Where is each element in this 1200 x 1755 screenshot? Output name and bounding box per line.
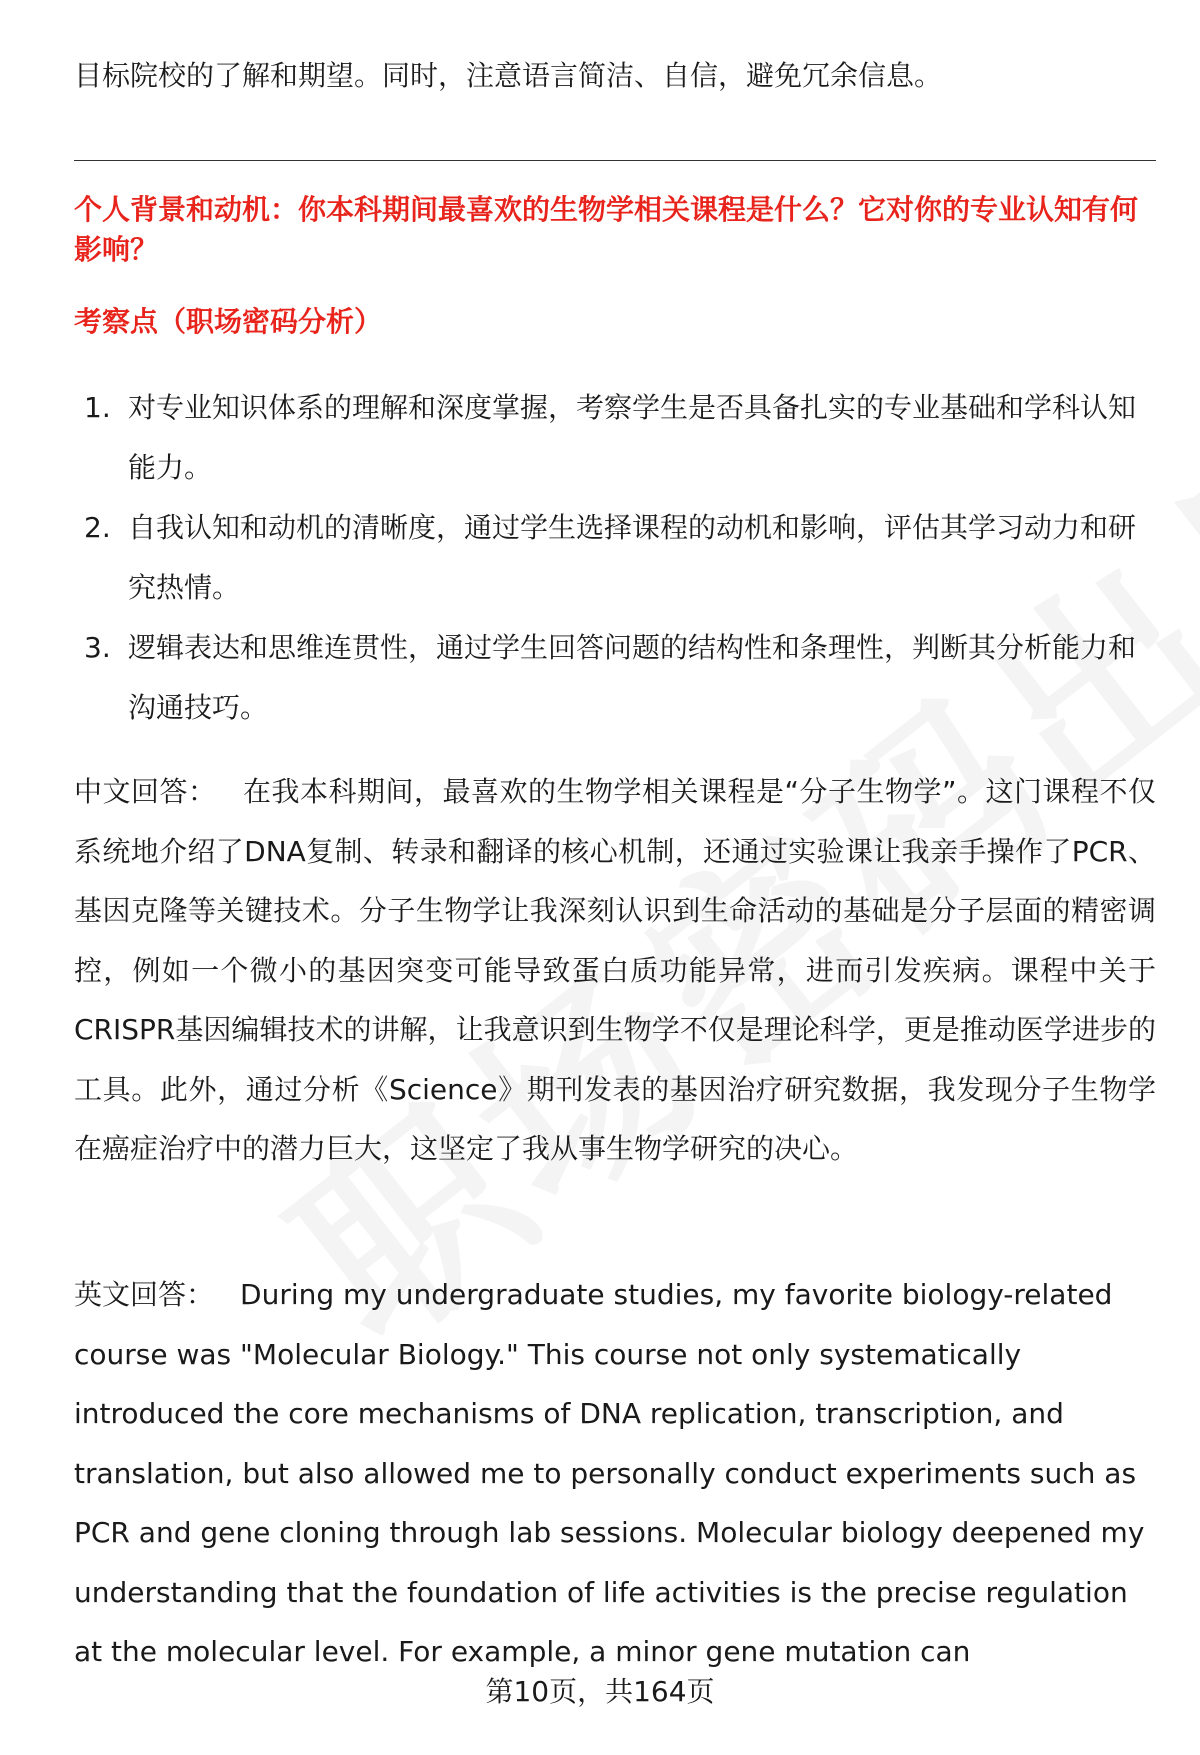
point-number: 1.: [84, 391, 111, 424]
analysis-points-list: [74, 378, 1156, 738]
chinese-answer: [74, 762, 1156, 1179]
point-text: 对专业知识体系的理解和深度掌握，考察学生是否具备扎实的专业基础和学科认知能力。: [128, 391, 1137, 484]
analysis-point: [74, 618, 1156, 738]
intro-text: 目标院校的了解和期望。同时，注意语言简洁、自信，避免冗余信息。: [74, 59, 943, 92]
english-answer-text: During my undergraduate studies, my favorite biology-related course was "Molecular Biology." This course not only systematically introduced the core mechanisms of DNA replication, transcription, and translation, but also allowed me to personally conduct experiments such as PCR and gene cloning through lab sessions. Molecular biology deepened my understanding that the foundation of life activities is the precise regulation at the molecular level. For example, a minor gene mutation can: [74, 1278, 1145, 1668]
point-text: 逻辑表达和思维连贯性，通过学生回答问题的结构性和条理性，判断其分析能力和沟通技巧。: [128, 631, 1137, 724]
english-answer: [74, 1265, 1156, 1682]
point-number: 2.: [84, 511, 111, 544]
point-number: 3.: [84, 631, 111, 664]
page-number-footer: 第10页，共164页: [485, 1675, 715, 1708]
analysis-heading: 考察点（职场密码分析）: [74, 305, 383, 338]
analysis-point: [74, 498, 1156, 618]
section-divider: [74, 160, 1156, 161]
analysis-point: [74, 378, 1156, 498]
chinese-answer-label: 中文回答：: [74, 775, 217, 808]
question-heading: 个人背景和动机：你本科期间最喜欢的生物学相关课程是什么？它对你的专业认知有何影响？: [74, 193, 1139, 266]
point-text: 自我认知和动机的清晰度，通过学生选择课程的动机和影响，评估其学习动力和研究热情。: [128, 511, 1137, 604]
english-answer-label: 英文回答：: [74, 1278, 215, 1311]
chinese-answer-text: 在我本科期间，最喜欢的生物学相关课程是“分子生物学”。这门课程不仅系统地介绍了DNA复制、转录和翻译的核心机制，还通过实验课让我亲手操作了PCR、基因克隆等关键技术。分子生物学让我深刻认识到生命活动的基础是分子层面的精密调控，例如一个微小的基因突变可能导致蛋白质功能异常，进而引发疾病。课程中关于CRISPR基因编辑技术的讲解，让我意识到生物学不仅是理论科学，更是推动医学进步的工具。此外，通过分析《Science》期刊发表的基因治疗研究数据，我发现分子生物学在癌症治疗中的潜力巨大，这坚定了我从事生物学研究的决心。: [74, 775, 1156, 1165]
